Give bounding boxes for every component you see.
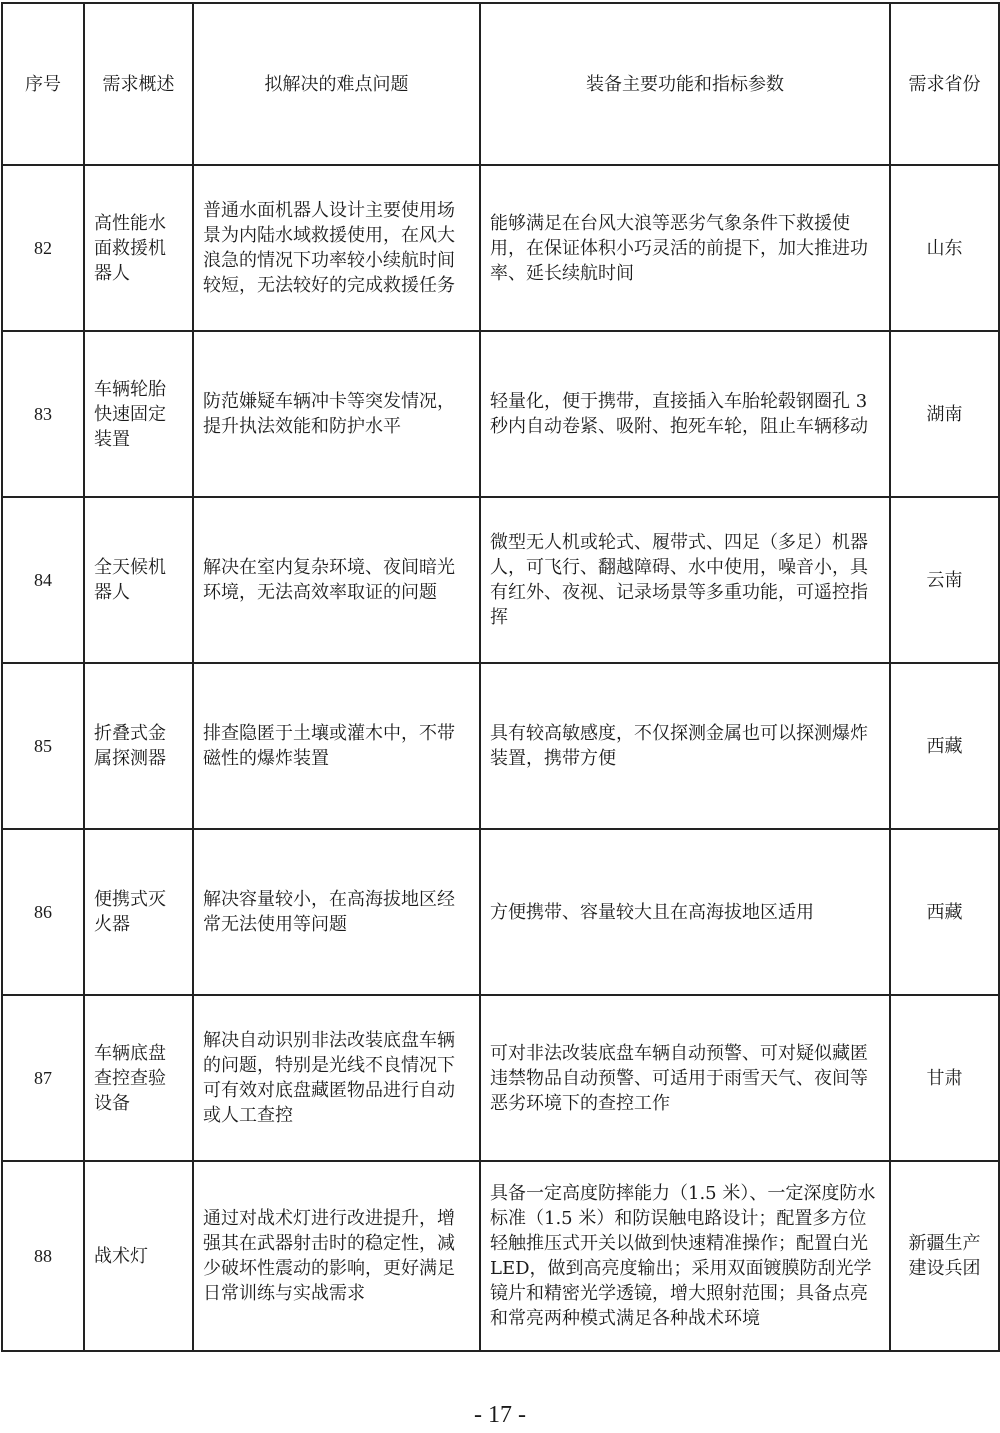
row-number: 82 [2,165,84,331]
page-number: - 17 - [474,1402,526,1428]
requirements-table [1,2,1000,1352]
row-province: 云南 [890,497,999,663]
row-spec: 微型无人机或轮式、履带式、四足（多足）机器人，可飞行、翻越障碍、水中使用，噪音小，具有红外、夜视、记录场景等多重功能，可遥控指挥 [480,497,890,663]
row-spec: 方便携带、容量较大且在高海拔地区适用 [480,829,890,995]
header-problem: 拟解决的难点问题 [193,3,480,165]
row-province: 西藏 [890,663,999,829]
row-spec: 具有较高敏感度，不仅探测金属也可以探测爆炸装置，携带方便 [480,663,890,829]
row-spec: 可对非法改装底盘车辆自动预警、可对疑似藏匿违禁物品自动预警、可适用于雨雪天气、夜间等恶劣环境下的查控工作 [480,995,890,1161]
row-summary: 车辆底盘查控查验设备 [84,995,193,1161]
row-number: 84 [2,497,84,663]
table-row [2,663,999,829]
row-number: 87 [2,995,84,1161]
row-province: 湖南 [890,331,999,497]
table-header-row [2,3,999,165]
row-province: 山东 [890,165,999,331]
row-number: 83 [2,331,84,497]
row-province: 甘肃 [890,995,999,1161]
table-row [2,995,999,1161]
row-province: 新疆生产建设兵团 [890,1161,999,1351]
row-number: 88 [2,1161,84,1351]
row-summary: 战术灯 [84,1161,193,1351]
row-spec: 能够满足在台风大浪等恶劣气象条件下救援使用，在保证体积小巧灵活的前提下，加大推进功率、延长续航时间 [480,165,890,331]
row-problem: 普通水面机器人设计主要使用场景为内陆水域救援使用，在风大浪急的情况下功率较小续航时间较短，无法较好的完成救援任务 [193,165,480,331]
header-spec: 装备主要功能和指标参数 [480,3,890,165]
row-problem: 通过对战术灯进行改进提升，增强其在武器射击时的稳定性，减少破坏性震动的影响，更好满足日常训练与实战需求 [193,1161,480,1351]
row-problem: 解决在室内复杂环境、夜间暗光环境，无法高效率取证的问题 [193,497,480,663]
row-province: 西藏 [890,829,999,995]
table-row [2,165,999,331]
row-problem: 排查隐匿于土壤或灌木中，不带磁性的爆炸装置 [193,663,480,829]
header-province: 需求省份 [890,3,999,165]
row-problem: 解决容量较小，在高海拔地区经常无法使用等问题 [193,829,480,995]
table-row [2,331,999,497]
row-number: 85 [2,663,84,829]
row-spec: 具备一定高度防摔能力（1.5 米）、一定深度防水标准（1.5 米）和防误触电路设计；配置多方位轻触推压式开关以做到快速精准操作；配置白光 LED，做到高亮度输出；采用双面镀膜防刮光学镜片和精密光学透镜，增大照射范围；具备点亮和常亮两种模式满足各种战术环境 [480,1161,890,1351]
row-summary: 折叠式金属探测器 [84,663,193,829]
header-no: 序号 [2,3,84,165]
row-summary: 车辆轮胎快速固定装置 [84,331,193,497]
table-row [2,497,999,663]
row-problem: 防范嫌疑车辆冲卡等突发情况，提升执法效能和防护水平 [193,331,480,497]
row-number: 86 [2,829,84,995]
row-spec: 轻量化，便于携带，直接插入车胎轮毂钢圈孔 3 秒内自动卷紧、吸附、抱死车轮，阻止车辆移动 [480,331,890,497]
table-row [2,829,999,995]
row-summary: 高性能水面救援机器人 [84,165,193,331]
row-summary: 全天候机器人 [84,497,193,663]
row-summary: 便携式灭火器 [84,829,193,995]
row-problem: 解决自动识别非法改装底盘车辆的问题，特别是光线不良情况下可有效对底盘藏匿物品进行自动或人工查控 [193,995,480,1161]
table-row [2,1161,999,1351]
header-summary: 需求概述 [84,3,193,165]
